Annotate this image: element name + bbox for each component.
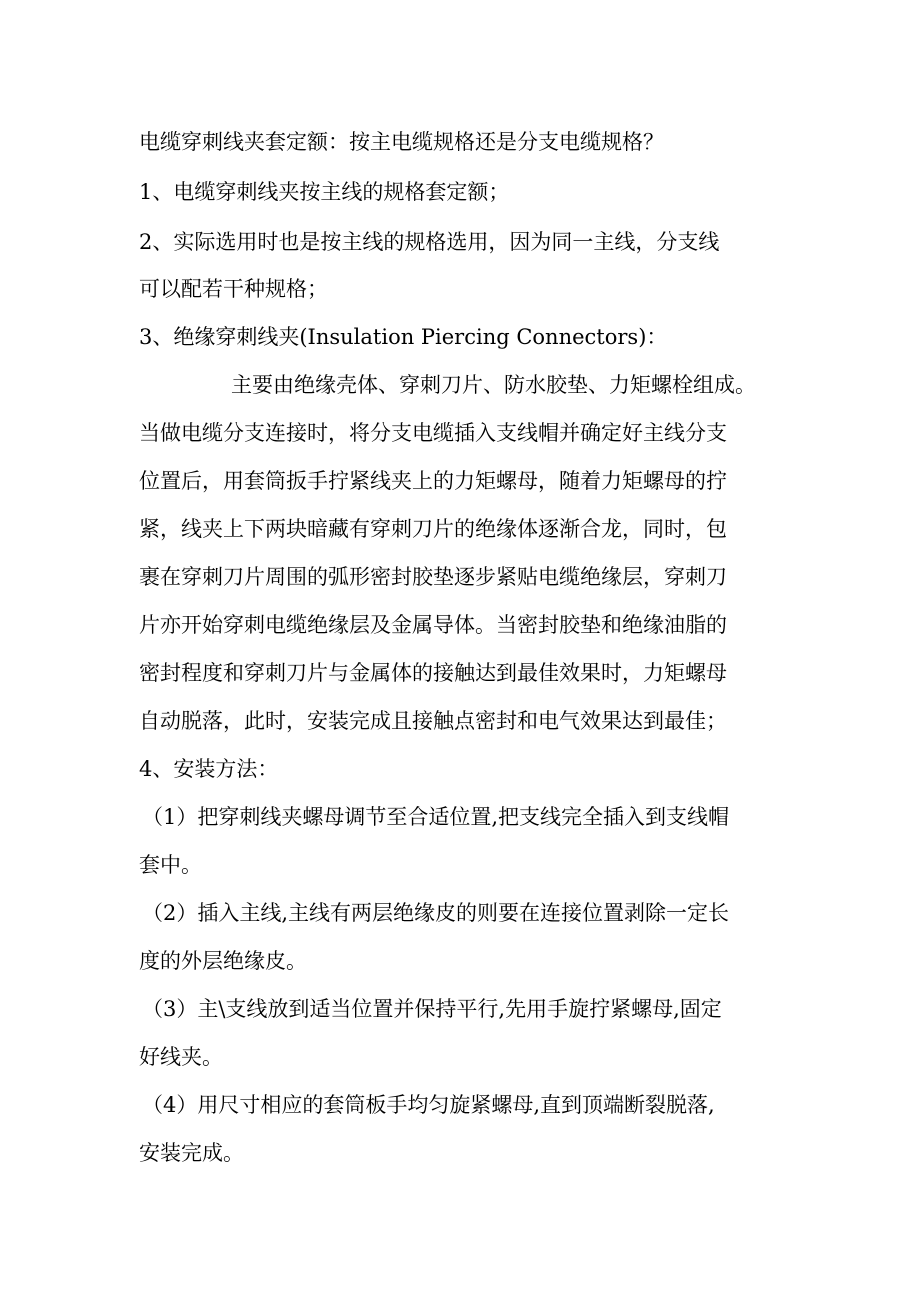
install-step-1-line-2: 套中。 — [139, 853, 202, 877]
install-step-3-line-1: （3）主\支线放到适当位置并保持平行,先用手旋拧紧螺母,固定 — [142, 997, 722, 1021]
point-3-paragraph-line: 裹在穿刺刀片周围的弧形密封胶垫逐步紧贴电缆绝缘层，穿刺刀 — [139, 565, 727, 589]
document-title: 电缆穿刺线夹套定额：按主电缆规格还是分支电缆规格？ — [139, 130, 664, 154]
install-step-4-line-2: 安装完成。 — [139, 1141, 244, 1165]
install-step-4-line-1: （4）用尺寸相应的套筒板手均匀旋紧螺母,直到顶端断裂脱落, — [142, 1093, 715, 1117]
point-3-paragraph-line: 当做电缆分支连接时，将分支电缆插入支线帽并确定好主线分支 — [139, 421, 727, 445]
point-2-line-2: 可以配若干种规格； — [139, 277, 328, 301]
install-step-1-line-1: （1）把穿刺线夹螺母调节至合适位置,把支线完全插入到支线帽 — [142, 805, 730, 829]
point-3-paragraph-line: 紧，线夹上下两块暗藏有穿刺刀片的绝缘体逐渐合龙，同时，包 — [139, 517, 727, 541]
point-3-paragraph-line: 片亦开始穿刺电缆绝缘层及金属导体。当密封胶垫和绝缘油脂的 — [139, 613, 727, 637]
point-3-paragraph-line: 主要由绝缘壳体、穿刺刀片、防水胶垫、力矩螺栓组成。 — [231, 373, 756, 397]
point-3-paragraph-line: 自动脱落，此时，安装完成且接触点密封和电气效果达到最佳； — [139, 709, 727, 733]
install-step-2-line-2: 度的外层绝缘皮。 — [139, 949, 307, 973]
point-3-paragraph-line: 密封程度和穿刺刀片与金属体的接触达到最佳效果时，力矩螺母 — [139, 661, 727, 685]
point-1-text: 1、电缆穿刺线夹按主线的规格套定额； — [139, 180, 510, 204]
install-step-2-line-1: （2）插入主线,主线有两层绝缘皮的则要在连接位置剥除一定长 — [142, 901, 730, 925]
point-2-line-1: 2、实际选用时也是按主线的规格选用，因为同一主线，分支线 — [139, 230, 720, 254]
point-4-heading: 4、安装方法： — [139, 757, 279, 781]
point-3-heading: 3、绝缘穿刺线夹(Insulation Piercing Connectors)： — [139, 325, 668, 349]
install-step-3-line-2: 好线夹。 — [139, 1045, 223, 1069]
point-3-paragraph-line: 位置后，用套筒扳手拧紧线夹上的力矩螺母，随着力矩螺母的拧 — [139, 469, 727, 493]
